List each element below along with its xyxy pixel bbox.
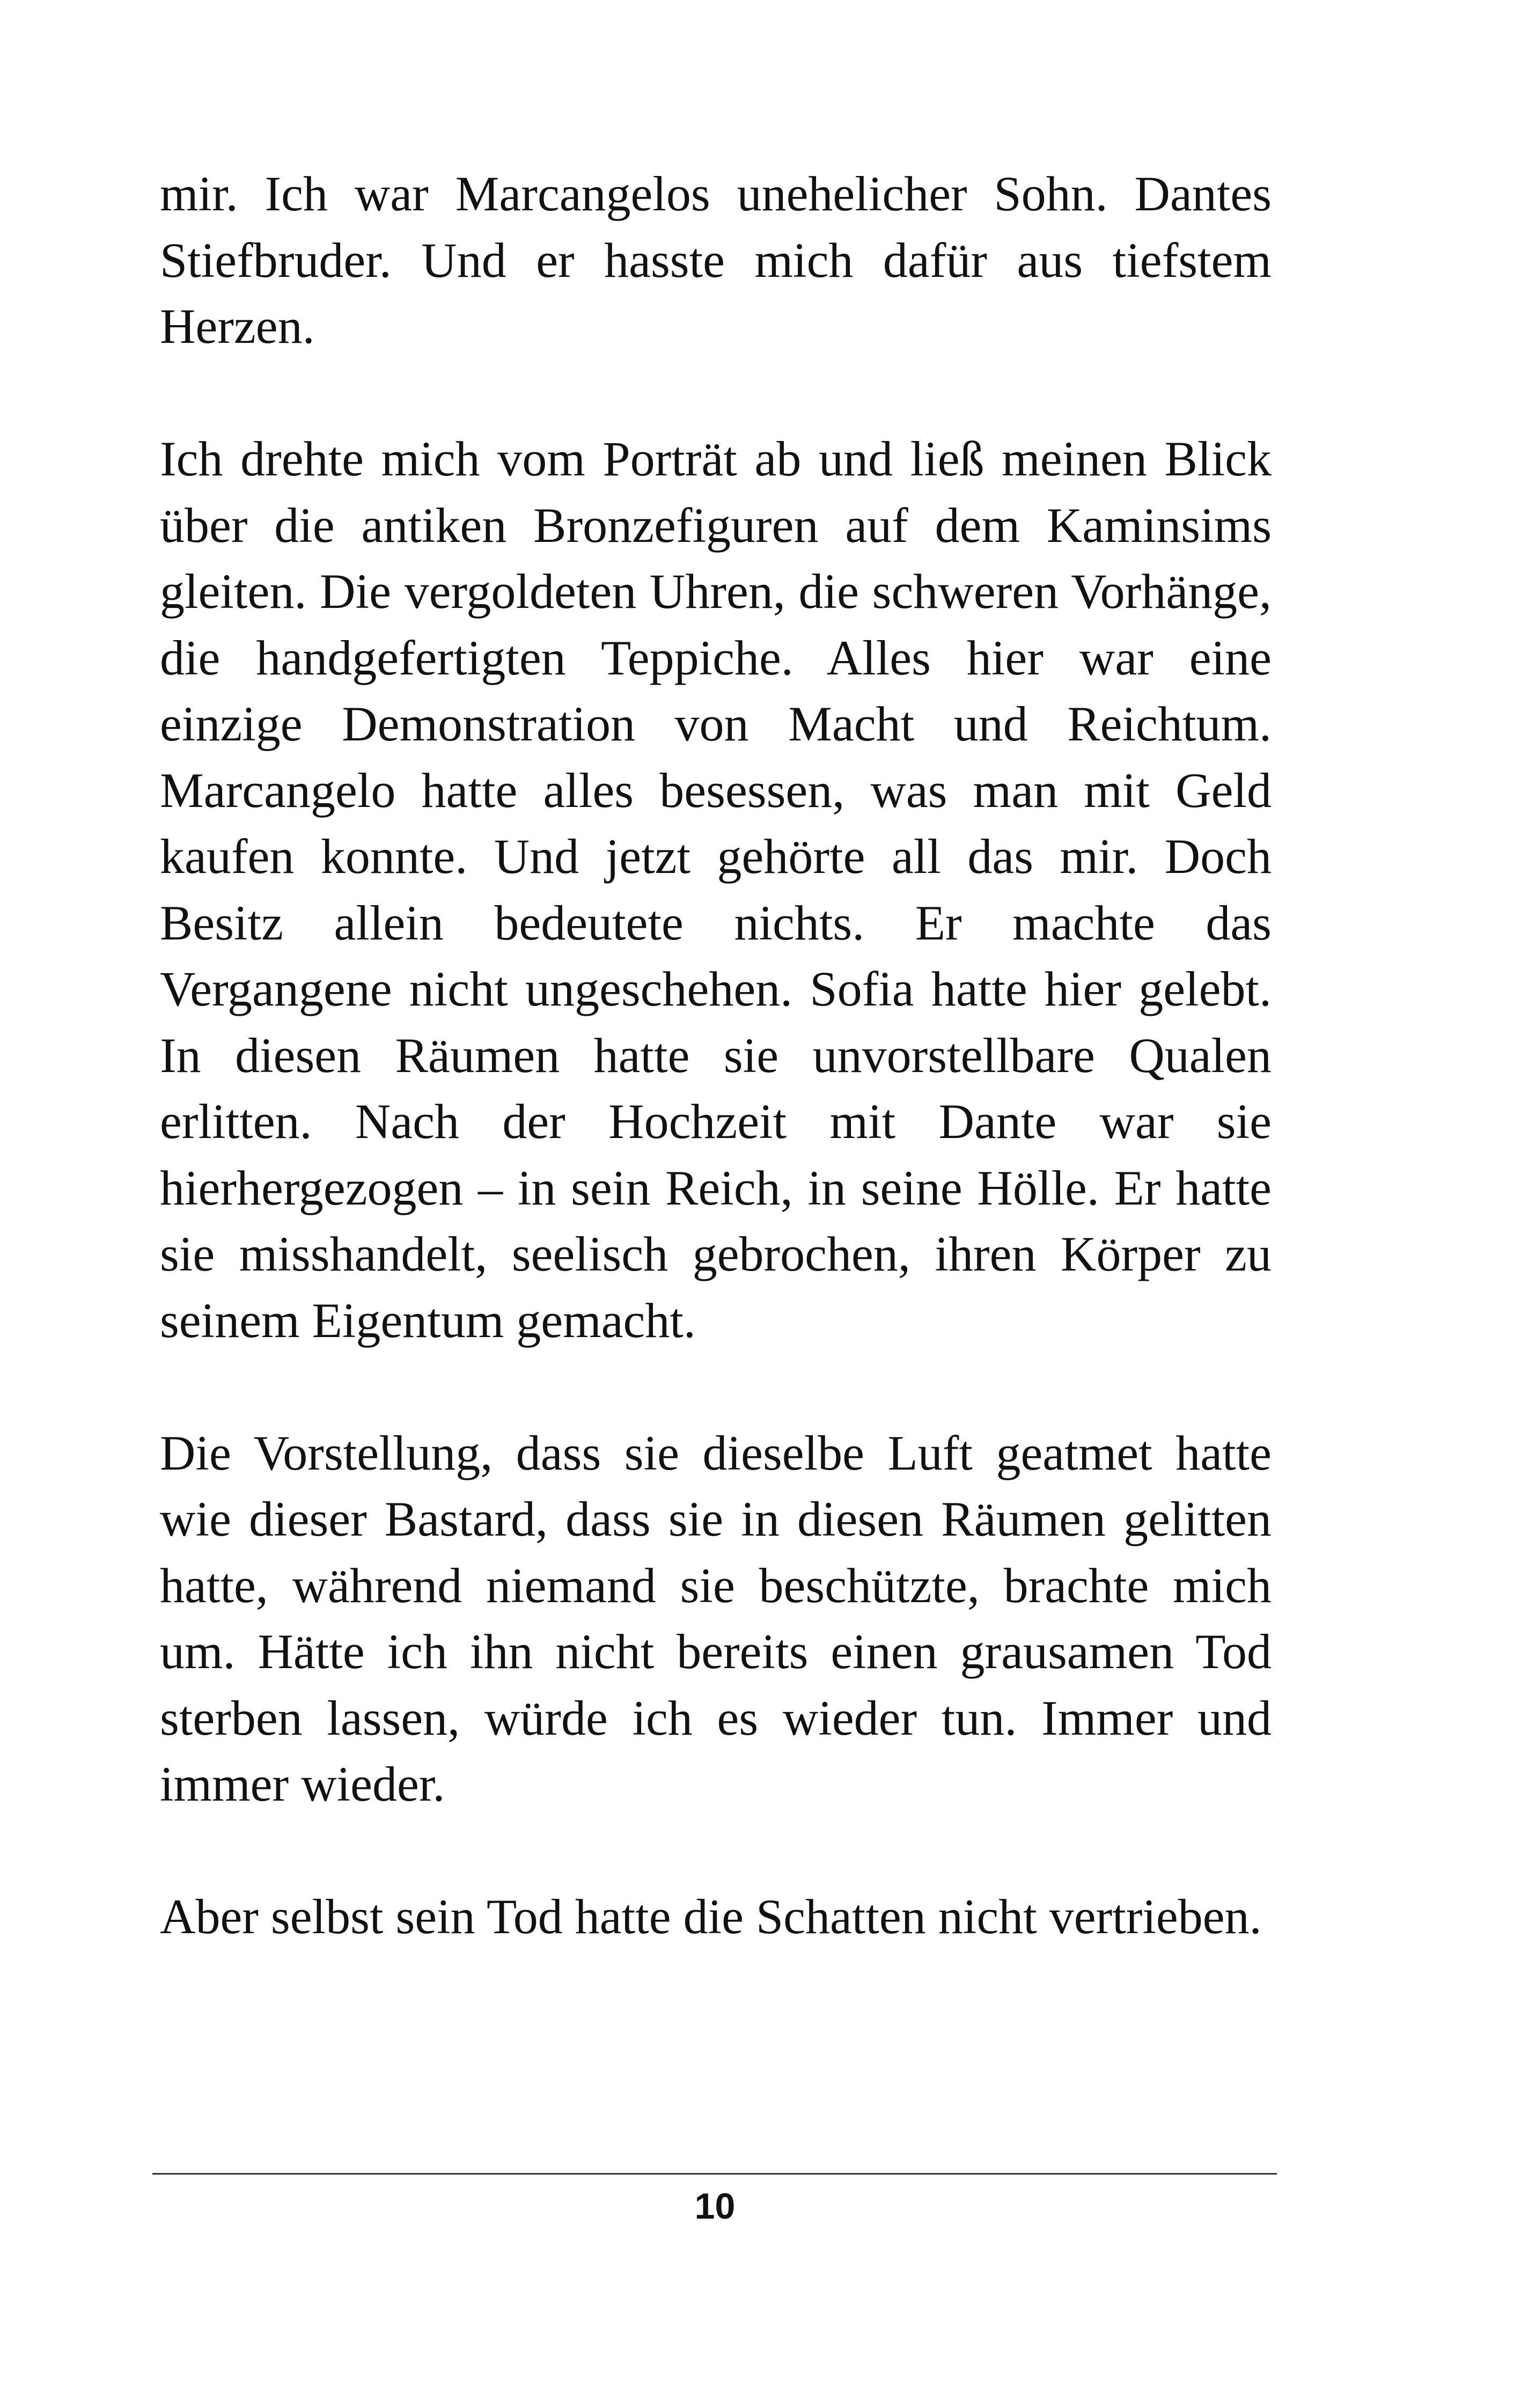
footer-divider (152, 2173, 1277, 2175)
body-text (160, 161, 1272, 1950)
paragraph-2: Ich drehte mich vom Porträt ab und ließ meinen Blick über die antiken Bronzefiguren auf dem Kaminsims gleiten. Die vergoldeten Uhren, die schweren Vorhänge, die handgefertigten Teppiche. Alles hier war eine einzige Demonstration von Macht und Reichtum. Marcangelo hatte alles besessen, was man mit Geld kaufen konnte. Und jetzt gehörte all das mir. Doch Besitz allein bedeutete nichts. Er machte das Vergangene nicht ungeschehen. Sofia hatte hier gelebt. In diesen Räumen hatte sie unvorstellbare Qualen erlitten. Nach der Hochzeit mit Dante war sie hierhergezogen – in sein Reich, in seine Hölle. Er hatte sie misshandelt, seelisch gebrochen, ihren Körper zu seinem Eigentum gemacht. (160, 431, 1272, 1348)
paragraph-1: mir. Ich war Marcangelos unehelicher Sohn. Dantes Stiefbruder. Und er hasste mich dafür aus tiefstem Herzen. (160, 166, 1272, 354)
paragraph-4: Aber selbst sein Tod hatte die Schatten nicht vertrieben. (160, 1889, 1262, 1944)
paragraph-3: Die Vorstellung, dass sie dieselbe Luft geatmet hatte wie dieser Bastard, dass sie in diesen Räumen gelitten hatte, während niemand sie beschützte, brachte mich um. Hätte ich ihn nicht bereits einen grausamen Tod sterben lassen, würde ich es wieder tun. Immer und immer wieder. (160, 1425, 1272, 1811)
page-number: 10 (694, 2186, 736, 2227)
